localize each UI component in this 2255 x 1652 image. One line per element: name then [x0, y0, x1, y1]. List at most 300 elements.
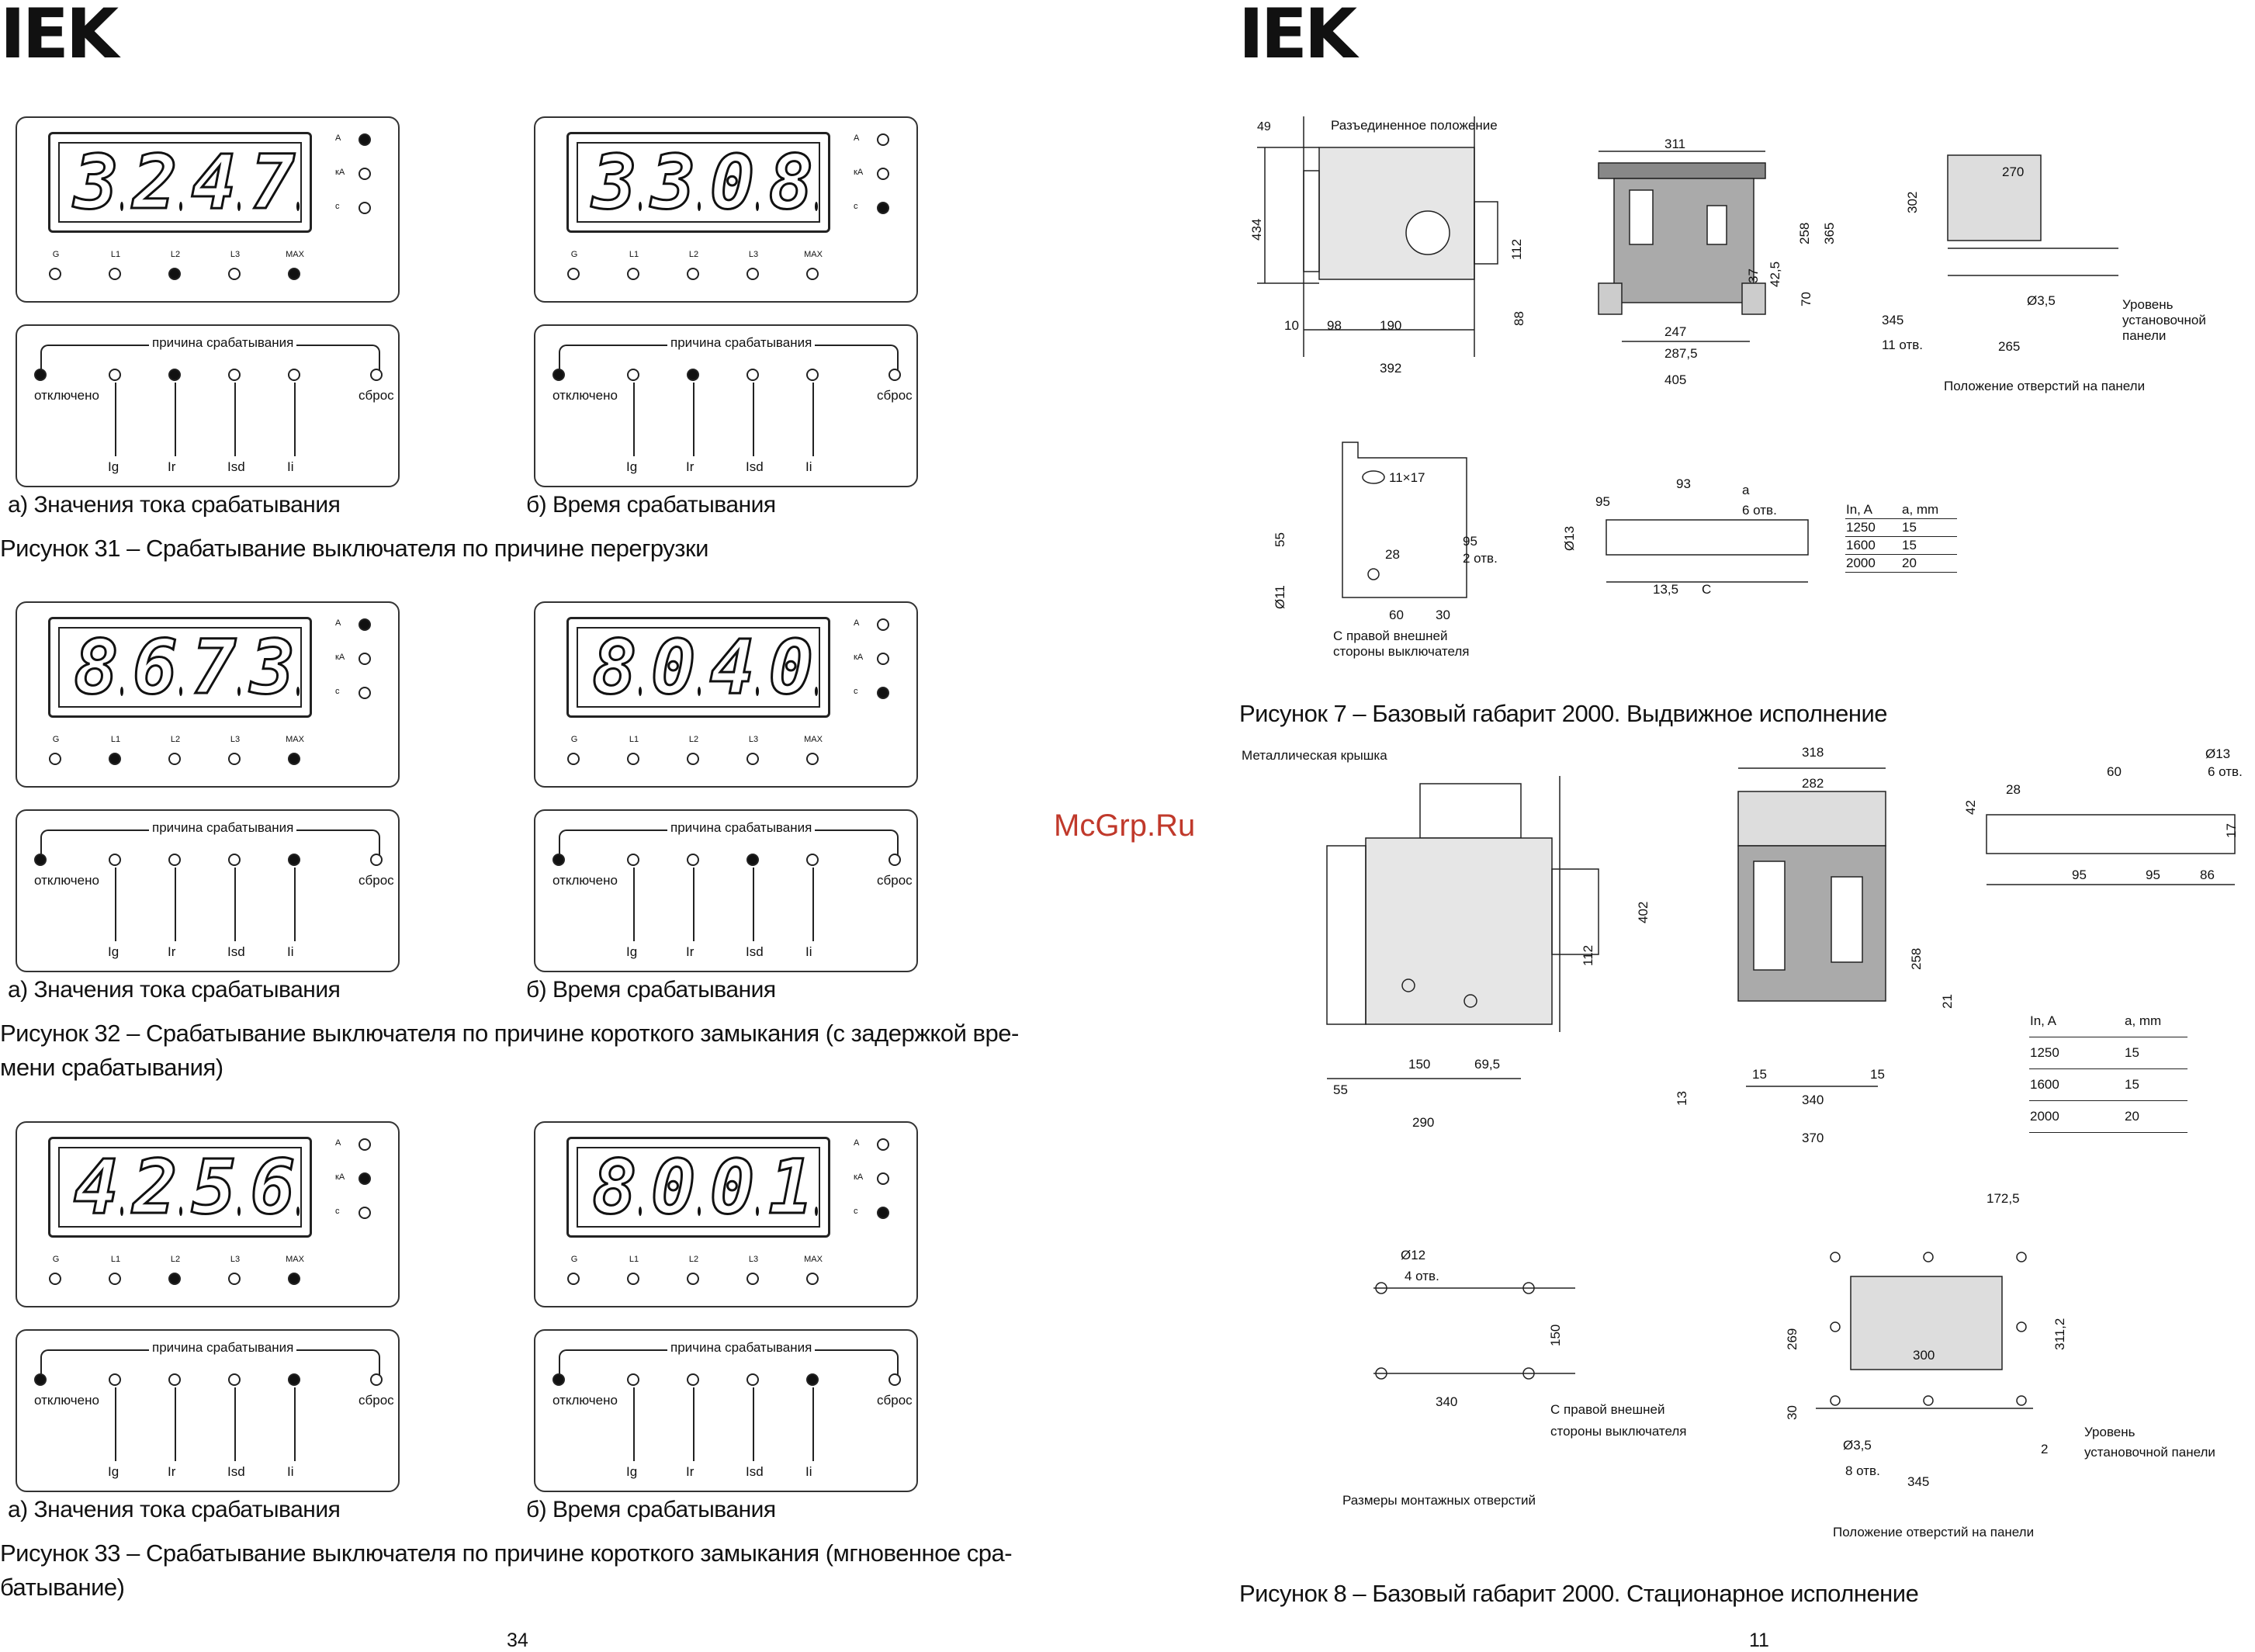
phase-label: G [52, 250, 60, 259]
cause-panel [16, 809, 400, 972]
reset-label: сброс [877, 388, 913, 403]
phase-label: L2 [170, 1255, 181, 1264]
cause-led [168, 1373, 181, 1386]
phase-led [567, 753, 580, 765]
reset-button[interactable] [370, 369, 383, 381]
phase-label: L2 [688, 1255, 699, 1264]
caption-current: а) Значения тока срабатывания [8, 1497, 341, 1522]
unit-led [877, 133, 889, 146]
caption-current: а) Значения тока срабатывания [8, 977, 341, 1003]
unit-label: кА [335, 168, 345, 177]
fig8-mounting-holes-label: Размеры монтажных отверстий [1342, 1493, 1536, 1508]
unit-led [359, 1207, 371, 1219]
digit-display-inner [577, 1144, 820, 1231]
unit-led [359, 168, 371, 180]
display-digit: 0 [709, 139, 755, 226]
decimal-dot [120, 1207, 123, 1216]
table-cell: 15 [1901, 537, 1957, 555]
decimal-dot [756, 1207, 759, 1216]
table-cell: 1250 [2029, 1037, 2124, 1069]
unit-label: A [335, 133, 341, 143]
fig8-dim-318: 318 [1802, 745, 1824, 760]
fig7-dim-247: 247 [1664, 324, 1687, 339]
fig7-dim-70: 70 [1799, 292, 1813, 307]
cause-title: причина срабатывания [149, 335, 296, 351]
current-label: Ir [168, 944, 176, 959]
display-digit: 5 [191, 1144, 237, 1231]
fig8-dim-300: 300 [1913, 1348, 1935, 1363]
phase-led [288, 268, 300, 280]
fig8-dim-282: 282 [1802, 776, 1824, 791]
cause-line [693, 868, 695, 941]
fig8-dim-340: 340 [1802, 1093, 1824, 1107]
phase-label: MAX [286, 735, 304, 744]
digit-display-inner [58, 139, 302, 226]
page-number-right: 11 [1749, 1629, 1769, 1651]
display-digit: 8 [592, 624, 637, 711]
fig8-dim-15a: 15 [1752, 1067, 1767, 1082]
fig8-dim-30: 30 [1785, 1405, 1799, 1420]
off-label: отключено [34, 873, 99, 888]
decimal-dot [756, 202, 759, 211]
phase-led [228, 1273, 241, 1285]
unit-label: c [335, 1207, 340, 1216]
off-led [552, 369, 565, 381]
digit-display-inner [58, 1144, 302, 1231]
off-led [552, 854, 565, 866]
fig8-dim-370: 370 [1802, 1131, 1824, 1145]
table-cell: 1600 [2029, 1069, 2124, 1101]
display-digit: 1 [768, 1144, 814, 1231]
cause-led [627, 369, 639, 381]
fig8-dim-345: 345 [1907, 1474, 1930, 1489]
current-label: Ig [626, 944, 638, 959]
current-label: Isd [746, 944, 764, 959]
fig7-dim-55: Ø11 [1273, 585, 1287, 609]
phase-led [627, 753, 639, 765]
fig7-dim-175: 60 [1389, 608, 1404, 622]
phase-label: G [570, 735, 578, 744]
iek-logo-right: IEK [1238, 0, 1355, 74]
fig8-panel-holes [1800, 1218, 2049, 1474]
fig7-holes-pos-label: Положение отверстий на панели [1944, 379, 2146, 393]
decimal-dot [815, 687, 818, 696]
caption-time: б) Время срабатывания [526, 1497, 776, 1522]
unit-label: A [854, 1138, 860, 1148]
decimal-dot [179, 1207, 182, 1216]
decimal-dot [237, 202, 241, 211]
display-panel [16, 1121, 400, 1307]
cause-panel [534, 809, 918, 972]
cause-line [693, 1387, 695, 1461]
cause-led [627, 854, 639, 866]
fig8-dim-28: 28 [2006, 782, 2021, 797]
reset-label: сброс [359, 1393, 394, 1408]
cause-led [288, 1373, 300, 1386]
current-label: Ir [686, 1464, 695, 1479]
off-label: отключено [34, 388, 99, 403]
phase-label: MAX [804, 250, 823, 259]
fig8-dim-86: 86 [2200, 868, 2215, 882]
phase-label: L2 [688, 735, 699, 744]
cause-title: причина срабатывания [667, 1340, 815, 1356]
fig8-holes6: 6 отв. [2208, 764, 2243, 779]
fig8-holes-pos-label: Положение отверстий на панели [1833, 1525, 2035, 1539]
cause-led [746, 854, 759, 866]
cause-led [288, 369, 300, 381]
phase-led [567, 1273, 580, 1285]
display-digit: 7 [191, 624, 237, 711]
fig7-mounting-bracket [1273, 442, 1474, 660]
cause-line [753, 383, 754, 456]
display-digit: 4 [191, 139, 237, 226]
cause-led [228, 1373, 241, 1386]
cause-led [109, 1373, 121, 1386]
table-cell: 1600 [1845, 537, 1901, 555]
fig7-level-label: Уровень установочной панели [2122, 297, 2206, 343]
current-label: Ig [626, 459, 638, 474]
reset-button[interactable] [370, 854, 383, 866]
off-led [34, 854, 47, 866]
phase-led [687, 753, 699, 765]
fig8-dim-402: 402 [1636, 901, 1651, 923]
fig7-d11: 11×17 [1389, 470, 1425, 485]
cause-led [109, 369, 121, 381]
unit-label: кА [854, 168, 864, 177]
current-label: Ir [168, 459, 176, 474]
phase-label: L1 [629, 1255, 639, 1264]
decimal-dot [639, 202, 642, 211]
cause-led [687, 1373, 699, 1386]
phase-label: L1 [629, 735, 639, 744]
table-cell: 15 [2124, 1037, 2187, 1069]
fig8-right-side: С правой внешней стороны выключателя [1550, 1402, 1687, 1439]
unit-led [359, 687, 371, 699]
fig8-title: Рисунок 8 – Базовый габарит 2000. Стационарное исполнение [1239, 1580, 1919, 1607]
caption-current: а) Значения тока срабатывания [8, 492, 341, 518]
current-label: Ii [805, 1464, 812, 1479]
off-label: отключено [34, 1393, 99, 1408]
digit-display [566, 1137, 830, 1238]
fig8-dim-60: 60 [2107, 764, 2122, 779]
unit-led [359, 1138, 371, 1151]
current-label: Isd [746, 1464, 764, 1479]
digit-display [566, 132, 830, 233]
display-digit: 3 [592, 139, 637, 226]
phase-label: L1 [110, 250, 121, 259]
decimal-dot [179, 687, 182, 696]
svg-text:49: 49 [1257, 120, 1271, 133]
phase-label: G [570, 250, 578, 259]
fig8-front-view [1692, 745, 1924, 1148]
decimal-dot [698, 1207, 701, 1216]
current-label: Ii [805, 944, 812, 959]
decimal-dot [296, 202, 300, 211]
decimal-dot [120, 202, 123, 211]
fig7-holes2: 2 отв. [1463, 551, 1498, 566]
phase-led [627, 268, 639, 280]
cause-led [687, 854, 699, 866]
digit-display [566, 617, 830, 718]
cause-line [234, 1387, 236, 1461]
table-cell: 15 [2124, 1069, 2187, 1101]
reset-button[interactable] [888, 1373, 901, 1386]
display-digit: 8 [768, 139, 814, 226]
fig8-dim-258: 258 [1909, 947, 1924, 970]
decimal-dot [698, 687, 701, 696]
unit-led [877, 687, 889, 699]
phase-led [687, 268, 699, 280]
cause-line [633, 1387, 635, 1461]
caption-time: б) Время срабатывания [526, 977, 776, 1003]
phase-label: L2 [170, 735, 181, 744]
digit-display-inner [58, 624, 302, 711]
fig7-dim-405: 405 [1664, 372, 1687, 387]
display-digit: 0 [768, 624, 814, 711]
cause-line [115, 383, 116, 456]
reset-button[interactable] [370, 1373, 383, 1386]
unit-led [877, 653, 889, 665]
fig8-dim-95b: 95 [2146, 868, 2160, 882]
current-label: Ig [108, 459, 120, 474]
digit-display [48, 132, 312, 233]
cause-line [294, 1387, 296, 1461]
fig8-dim-150: 150 [1408, 1057, 1431, 1072]
unit-led [877, 1172, 889, 1185]
phase-led [168, 268, 181, 280]
phase-label: L3 [748, 250, 759, 259]
unit-led [359, 653, 371, 665]
cause-led [168, 854, 181, 866]
watermark: McGrp.Ru [1054, 809, 1196, 843]
unit-led [359, 202, 371, 214]
cause-led [109, 854, 121, 866]
decimal-dot [815, 202, 818, 211]
display-digit: 3 [74, 139, 119, 226]
decimal-dot [639, 1207, 642, 1216]
fig7-dim-10: 10 [1284, 318, 1299, 333]
unit-label: c [335, 687, 340, 696]
cause-line [753, 1387, 754, 1461]
fig7-dim-302: 270 [2002, 165, 2025, 179]
phase-led [109, 1273, 121, 1285]
decimal-dot [179, 202, 182, 211]
unit-led [359, 1172, 371, 1185]
reset-button[interactable] [888, 369, 901, 381]
cause-line [115, 868, 116, 941]
phase-led [49, 753, 61, 765]
fig7-current-table [1845, 501, 1957, 573]
current-label: Ir [686, 459, 695, 474]
cause-led [806, 369, 819, 381]
fig8-d13: Ø13 [2205, 746, 2231, 761]
phase-led [806, 1273, 819, 1285]
phase-label: G [570, 1255, 578, 1264]
reset-button[interactable] [888, 854, 901, 866]
digit-display-inner [577, 139, 820, 226]
cause-line [234, 868, 236, 941]
fig7-d14: 28 [1385, 547, 1400, 562]
fig7-dim-265: 55 [1273, 532, 1287, 547]
current-label: Ig [108, 1464, 120, 1479]
decimal-dot [639, 687, 642, 696]
fig8-d3-5: Ø3,5 [1843, 1438, 1872, 1453]
current-label: Ig [108, 944, 120, 959]
cause-panel [16, 324, 400, 487]
cause-line [633, 383, 635, 456]
phase-led [806, 753, 819, 765]
cause-title: причина срабатывания [667, 335, 815, 351]
phase-led [687, 1273, 699, 1285]
fig8-dim-311-2: 311,2 [2052, 1318, 2067, 1350]
current-label: Isd [227, 1464, 245, 1479]
phase-led [746, 753, 759, 765]
cause-line [812, 1387, 814, 1461]
cause-panel [16, 1329, 400, 1492]
phase-led [228, 753, 241, 765]
cause-line [175, 868, 176, 941]
cause-line [115, 1387, 116, 1461]
phase-label: MAX [804, 1255, 823, 1264]
fig8-current-table [2029, 1006, 2187, 1133]
table-cell: 2000 [1845, 555, 1901, 573]
iek-logo-left: IEK [0, 0, 116, 74]
fig7-dim-258: 258 [1797, 222, 1812, 244]
fig7-right-side: С правой внешней стороны выключателя [1333, 629, 1470, 659]
fig8-dim-17: 17 [2224, 823, 2239, 838]
fig7-busbars [1575, 466, 1816, 605]
unit-label: кА [335, 1172, 345, 1182]
display-digit: 2 [132, 1144, 178, 1231]
cause-panel [534, 1329, 918, 1492]
phase-led [288, 753, 300, 765]
cause-line [294, 383, 296, 456]
phase-label: L3 [230, 1255, 241, 1264]
fig7-dim-287-5: 287,5 [1664, 346, 1698, 361]
cause-panel [534, 324, 918, 487]
current-label: Ir [686, 944, 695, 959]
fig7-dim-434: 434 [1249, 218, 1264, 241]
fig7-dim-d3-5: 345 [1882, 313, 1904, 327]
display-digit: 0 [650, 624, 696, 711]
phase-label: L1 [629, 250, 639, 259]
cause-led [228, 369, 241, 381]
cause-led [806, 854, 819, 866]
fig7-dim-365: 365 [1822, 222, 1837, 244]
digit-display-inner [577, 624, 820, 711]
display-digit: 3 [250, 624, 296, 711]
table-cell: 20 [2124, 1101, 2187, 1133]
phase-label: L2 [688, 250, 699, 259]
fig8-dim-21: 21 [1940, 994, 1955, 1009]
fig7-11x17: 95 [1463, 534, 1477, 549]
fig8-dim-172-5: 172,5 [1987, 1191, 2020, 1206]
cause-line [633, 868, 635, 941]
off-label: отключено [552, 873, 618, 888]
decimal-dot [815, 1207, 818, 1216]
digit-display [48, 617, 312, 718]
unit-label: c [335, 202, 340, 211]
table-cell: 1250 [1845, 519, 1901, 537]
fig7-d13: a [1742, 483, 1750, 497]
fig7-dim-345: 265 [1998, 339, 2021, 354]
current-label: Ii [287, 459, 294, 474]
display-digit: 0 [650, 1144, 696, 1231]
phase-led [288, 1273, 300, 1285]
page-number-left: 34 [507, 1629, 528, 1651]
fig7-dim-60: 93 [1676, 476, 1691, 491]
reset-label: сброс [877, 873, 913, 888]
off-label: отключено [552, 388, 618, 403]
display-panel [534, 601, 918, 788]
off-led [34, 1373, 47, 1386]
fig7-dim-270: 302 [1905, 191, 1920, 213]
fig7-dim-30: Ø13 [1562, 525, 1577, 551]
figure-title: Рисунок 31 – Срабатывание выключателя по причине перегрузки [0, 535, 708, 562]
cause-led [168, 369, 181, 381]
table-cell: 2000 [2029, 1101, 2124, 1133]
unit-led [877, 1207, 889, 1219]
fig8-dim-69-5: 69,5 [1474, 1057, 1501, 1072]
display-digit: 6 [132, 624, 178, 711]
unit-led [877, 618, 889, 631]
cause-line [175, 383, 176, 456]
display-digit: 8 [74, 624, 119, 711]
display-digit: 8 [592, 1144, 637, 1231]
fig8-holes8: 8 отв. [1845, 1463, 1880, 1478]
fig7-dim-392: 392 [1380, 361, 1402, 376]
fig8-dim-42: 42 [1963, 800, 1978, 815]
fig7-dim-190: 190 [1380, 318, 1402, 333]
fig7-title: Рисунок 7 – Базовый габарит 2000. Выдвижное исполнение [1239, 700, 1888, 727]
cause-line [812, 868, 814, 941]
current-label: Isd [746, 459, 764, 474]
fig7-dim-311: 311 [1664, 137, 1686, 151]
fig7-disconnected-label: Разъединенное положение [1331, 118, 1498, 133]
decimal-dot [756, 687, 759, 696]
current-label: Ii [805, 459, 812, 474]
unit-label: c [854, 1207, 858, 1216]
cause-line [693, 383, 695, 456]
fig8-metal-cover: Металлическая крышка [1242, 748, 1387, 763]
cause-title: причина срабатывания [149, 1340, 296, 1356]
decimal-dot [296, 687, 300, 696]
fig7-front-view [1591, 140, 1855, 396]
cause-led [288, 854, 300, 866]
current-label: Ii [287, 1464, 294, 1479]
figure-title: Рисунок 33 – Срабатывание выключателя по причине короткого замыкания (мгновенное сра-батывание) [0, 1539, 1013, 1601]
cause-line [175, 1387, 176, 1461]
display-digit: 4 [709, 624, 755, 711]
cause-led [746, 369, 759, 381]
fig8-dim-290: 290 [1412, 1115, 1435, 1130]
decimal-dot [296, 1207, 300, 1216]
fig7-dim-33: 30 [1436, 608, 1450, 622]
unit-label: кА [854, 653, 864, 662]
fig8-dim-112: 112 [1581, 944, 1595, 966]
unit-label: кА [854, 1172, 864, 1182]
unit-led [877, 1138, 889, 1151]
reset-label: сброс [877, 1393, 913, 1408]
phase-led [109, 753, 121, 765]
unit-label: A [854, 133, 860, 143]
unit-led [359, 618, 371, 631]
display-panel [16, 601, 400, 788]
phase-led [49, 268, 61, 280]
fig7-dim-98: 98 [1327, 318, 1342, 333]
fig8-dim-95a: 95 [2072, 868, 2087, 882]
phase-label: L3 [230, 250, 241, 259]
